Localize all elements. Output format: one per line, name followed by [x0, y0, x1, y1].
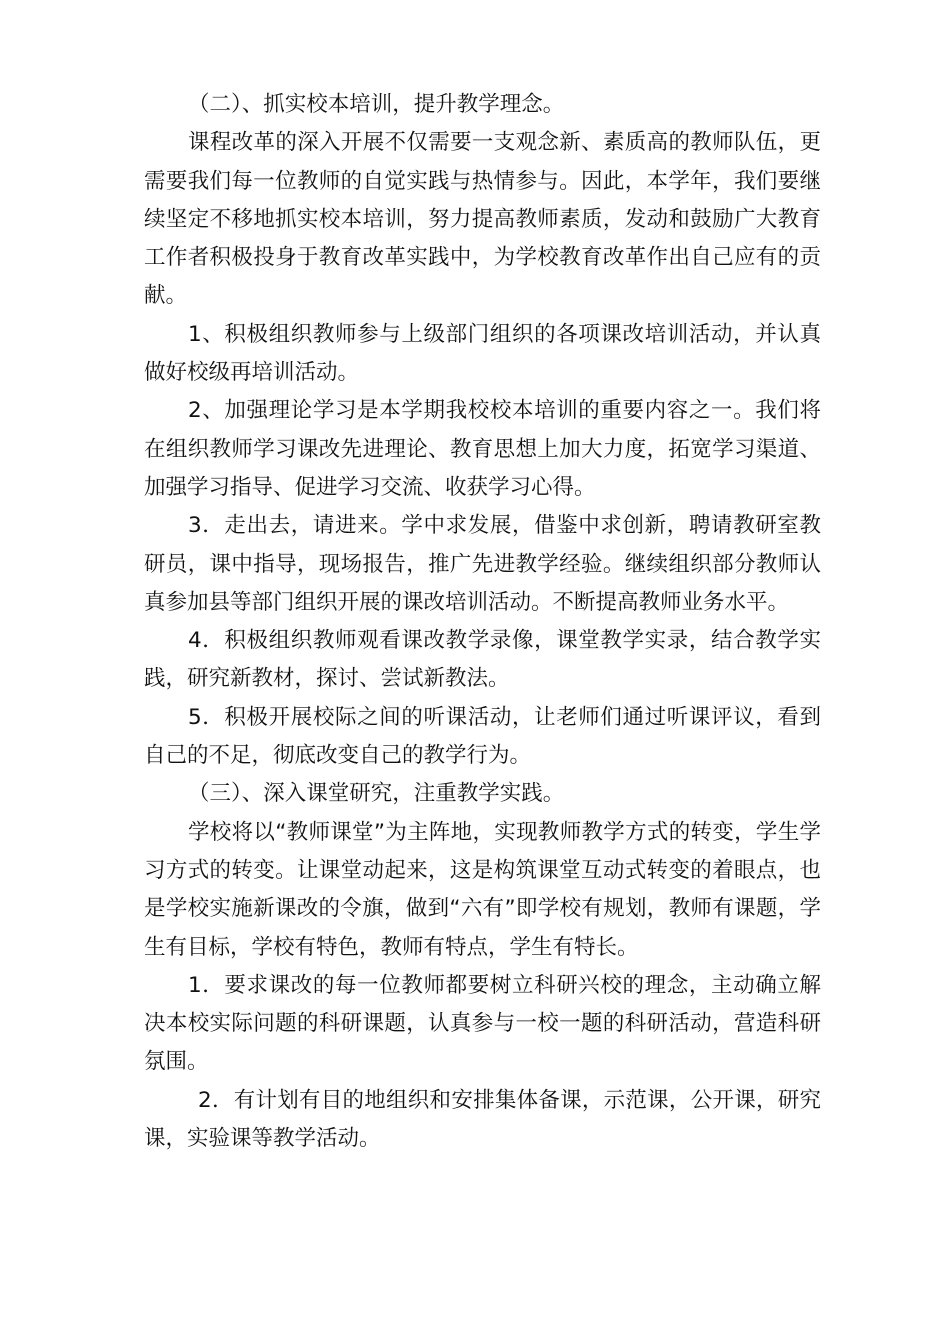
- list-item-research-2: 2．有计划有目的地组织和安排集体备课，示范课，公开课，研究课，实验课等教学活动。: [144, 1087, 821, 1152]
- paragraph-classroom: 学校将以“教师课堂”为主阵地，实现教师教学方式的转变，学生学习方式的转变。让课堂动起来，这是构筑课堂互动式转变的着眼点，也是学校实施新课改的令旗，做到“六有”即学校有规划，教师有课题，学生有目标，学校有特色，教师有特点，学生有特长。: [144, 819, 821, 960]
- list-item-5: 5．积极开展校际之间的听课活动，让老师们通过听课评议，看到自己的不足，彻底改变自己的教学行为。: [144, 704, 821, 769]
- list-item-1: 1、积极组织教师参与上级部门组织的各项课改培训活动，并认真做好校级再培训活动。: [144, 321, 821, 386]
- section-heading-3: （三）、深入课堂研究，注重教学实践。: [188, 781, 565, 807]
- list-item-3: 3．走出去，请进来。学中求发展，借鉴中求创新，聘请教研室教研员，课中指导，现场报告，推广先进教学经验。继续组织部分教师认真参加县等部门组织开展的课改培训活动。不断提高教师业务水平。: [144, 513, 821, 615]
- document-body: [144, 86, 821, 1158]
- paragraph-intro: 课程改革的深入开展不仅需要一支观念新、素质高的教师队伍，更需要我们每一位教师的自觉实践与热情参与。因此，本学年，我们要继续坚定不移地抓实校本培训，努力提高教师素质，发动和鼓励广大教育工作者积极投身于教育改革实践中，为学校教育改革作出自己应有的贡献。: [144, 130, 821, 309]
- section-heading-2: （二）、抓实校本培训，提升教学理念。: [188, 92, 565, 117]
- list-item-2: 2、加强理论学习是本学期我校校本培训的重要内容之一。我们将在组织教师学习课改先进理论、教育思想上加大力度，拓宽学习渠道、加强学习指导、促进学习交流、收获学习心得。: [144, 398, 821, 500]
- list-item-4: 4．积极组织教师观看课改教学录像，课堂教学实录，结合教学实践，研究新教材，探讨、尝试新教法。: [144, 628, 821, 692]
- list-item-research-1: 1．要求课改的每一位教师都要树立科研兴校的理念，主动确立解决本校实际问题的科研课题，认真参与一校一题的科研活动，营造科研氛围。: [144, 972, 821, 1075]
